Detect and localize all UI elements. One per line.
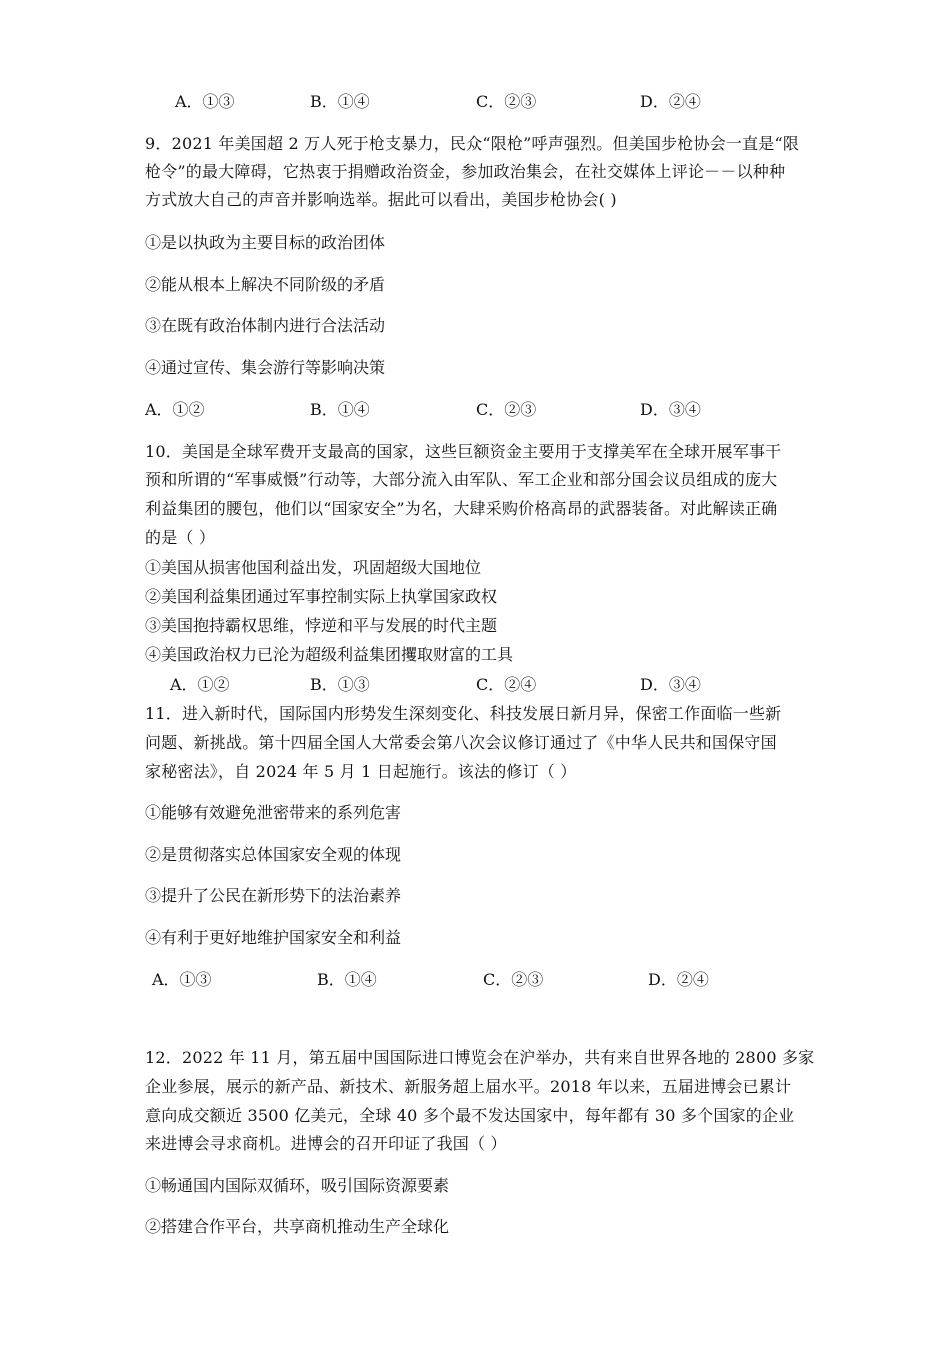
q9-item-3: ③在既有政治体制内进行合法活动 — [145, 316, 386, 335]
q11-stem-line: 11．进入新时代，国际国内形势发生深刻变化、科技发展日新月异，保密工作面临一些新 — [145, 704, 782, 723]
q12-stem-line: 12．2022 年 11 月，第五届中国国际进口博览会在沪举办，共有来自世界各地的 2800 多家 — [145, 1048, 815, 1067]
q11-item-3: ③提升了公民在新形势下的法治素养 — [145, 886, 402, 905]
q10-options — [0, 675, 950, 695]
q10-item-1: ①美国从损害他国利益出发，巩固超级大国地位 — [145, 558, 482, 577]
q9-option-c: C．②③ — [476, 400, 537, 419]
q9-item-1: ①是以执政为主要目标的政治团体 — [145, 233, 386, 252]
q12-stem-line: 企业参展，展示的新产品、新技术、新服务超上届水平。2018 年以来，五届进博会已累计 — [145, 1077, 792, 1096]
q9-option-b: B．①④ — [310, 400, 370, 419]
q10-item-2: ②美国利益集团通过军事控制实际上执掌国家政权 — [145, 587, 498, 606]
q9-option-a: A．①② — [145, 400, 205, 419]
q9-option-d: D．③④ — [640, 400, 701, 419]
q10-item-3: ③美国抱持霸权思维，悖逆和平与发展的时代主题 — [145, 616, 498, 635]
q10-option-d: D．③④ — [640, 675, 701, 694]
q10-item-4: ④美国政治权力已沦为超级利益集团攫取财富的工具 — [145, 645, 514, 664]
q12-item-2: ②搭建合作平台，共享商机推动生产全球化 — [145, 1217, 450, 1236]
q9-stem-line: 方式放大自己的声音并影响选举。据此可以看出，美国步枪协会( ) — [145, 190, 617, 209]
q10-stem-line: 利益集团的腰包，他们以“国家安全”为名，大肆采购价格高昂的武器装备。对此解读正确 — [145, 499, 778, 518]
q10-option-c: C．②④ — [476, 675, 537, 694]
q8-option-d: D．②④ — [640, 92, 701, 111]
q10-stem-line: 预和所谓的“军事威慑”行动等，大部分流入由军队、军工企业和部分国会议员组成的庞大 — [145, 470, 778, 489]
q9-options — [0, 400, 950, 420]
q12-stem-line: 来进博会寻求商机。进博会的召开印证了我国（ ） — [145, 1134, 507, 1153]
q8-option-c: C．②③ — [476, 92, 537, 111]
q11-item-1: ①能够有效避免泄密带来的系列危害 — [145, 803, 402, 822]
q11-option-a: A．①③ — [152, 970, 212, 989]
q9-stem-line: 枪令”的最大障碍，它热衷于捐赠政治资金，参加政治集会，在社交媒体上评论－－以种种 — [145, 162, 786, 181]
q11-item-2: ②是贯彻落实总体国家安全观的体现 — [145, 845, 402, 864]
q11-stem-line: 问题、新挑战。第十四届全国人大常委会第八次会议修订通过了《中华人民共和国保守国 — [145, 733, 777, 752]
q12-item-1: ①畅通国内国际双循环，吸引国际资源要素 — [145, 1176, 450, 1195]
q10-option-b: B．①③ — [310, 675, 370, 694]
q8-option-a: A．①③ — [175, 92, 235, 111]
q9-stem-line: 9．2021 年美国超 2 万人死于枪支暴力，民众“限枪”呼声强烈。但美国步枪协会一直是“限 — [145, 134, 800, 153]
q11-options — [0, 970, 950, 990]
q12-stem-line: 意向成交额近 3500 亿美元，全球 40 多个最不发达国家中，每年都有 30 多个国家的企业 — [145, 1106, 795, 1125]
q10-option-a: A．①② — [170, 675, 230, 694]
q9-item-2: ②能从根本上解决不同阶级的矛盾 — [145, 275, 386, 294]
q9-item-4: ④通过宣传、集会游行等影响决策 — [145, 358, 386, 377]
q11-stem-line: 家秘密法》，自 2024 年 5 月 1 日起施行。该法的修订（ ） — [145, 762, 577, 781]
q11-option-d: D．②④ — [648, 970, 709, 989]
q10-stem-line: 10．美国是全球军费开支最高的国家，这些巨额资金主要用于支撑美军在全球开展军事干 — [145, 442, 782, 461]
q11-item-4: ④有利于更好地维护国家安全和利益 — [145, 928, 402, 947]
q8-options — [0, 92, 950, 112]
q11-option-c: C．②③ — [483, 970, 544, 989]
q11-option-b: B．①④ — [317, 970, 377, 989]
q8-option-b: B．①④ — [310, 92, 370, 111]
q10-stem-line: 的是（ ） — [145, 528, 216, 547]
